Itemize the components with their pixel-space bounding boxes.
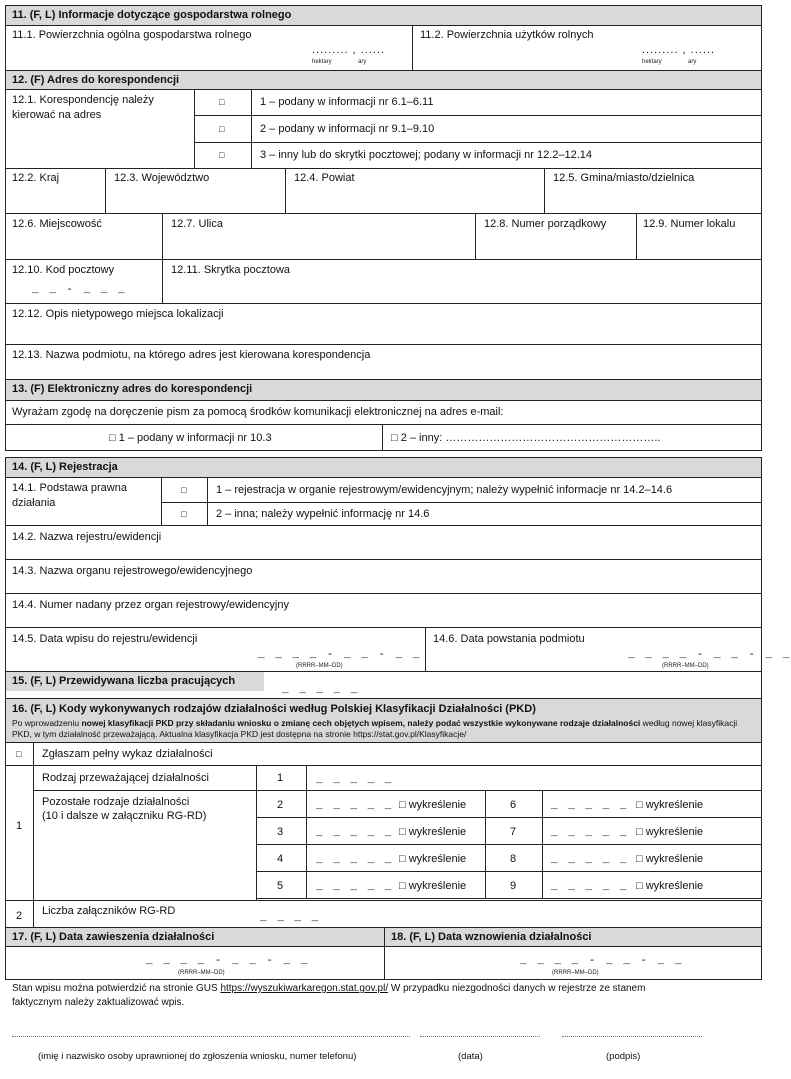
dots: ......... , ...... [312,44,386,56]
employees-mask: _ _ _ _ _ [282,684,360,696]
postal-mask: _ _ - _ _ _ [32,284,127,296]
signature-line-date[interactable] [420,1036,540,1037]
field-14-3[interactable]: 14.3. Nazwa organu rejestrowego/ewidencyjnego [5,559,762,594]
field-12-1-label: 12.1. Korespondencję należy kierować na adres [12,94,154,121]
dots: ......... , ...... [642,44,716,56]
field-11-2[interactable] [412,25,762,71]
full-list-checkbox[interactable]: □ [5,742,34,766]
code-number: 4 [256,844,307,872]
row-1-number: 1 [5,765,34,901]
option-14-2: 2 – inna; należy wypełnić informację nr 14.6 [207,502,762,526]
resumption-date-field[interactable]: _ _ _ _ - _ _ - _ _ (RRRR–MM–DD) [384,946,762,980]
gus-link[interactable]: https://wyszukiwarkaregon.stat.gov.pl/ [220,983,389,994]
section-18-header: 18. (F, L) Data wznowienia działalności [384,927,762,947]
delete-checkbox[interactable]: □ wykreślenie [399,799,467,811]
section-13-header: 13. (F) Elektroniczny adres do korespondencji [5,379,762,401]
checkbox-12-opt3[interactable]: □ [194,142,252,169]
field-gmina[interactable]: 12.5. Gmina/miasto/dzielnica [544,168,762,214]
code-field[interactable]: _ _ _ _ _ □ wykreślenie [306,871,486,899]
field-opis[interactable]: 12.12. Opis nietypowego miejsca lokalizacji [5,303,762,345]
field-14-1: 14.1. Podstawa prawna działania [5,477,162,526]
code-number: 2 [256,790,307,818]
email-option-2[interactable]: □ 2 – inny: ………………………………………………….. [382,424,762,451]
field-wojewodztwo[interactable]: 12.3. Województwo [105,168,286,214]
code-number: 7 [485,817,543,845]
unit-hectares: hektary [642,59,662,65]
section-11-header: 11. (F, L) Informacje dotyczące gospodarstwa rolnego [5,5,762,26]
section-15[interactable] [5,671,762,699]
section-14-header: 14. (F, L) Rejestracja [5,457,762,478]
date-mask: _ _ _ _ - _ _ - _ _ [258,649,422,661]
field-kraj[interactable]: 12.2. Kraj [5,168,106,214]
section-17-header: 17. (F, L) Data zawieszenia działalności [5,927,385,947]
code-number: 6 [485,790,543,818]
checkbox-12-opt1[interactable]: □ [194,89,252,116]
delete-checkbox[interactable]: □ wykreślenie [636,799,704,811]
field-nr-porzadkowy[interactable]: 12.8. Numer porządkowy [475,213,637,260]
email-option-1[interactable]: □ 1 – podany w informacji nr 10.3 [5,424,383,451]
signature-caption-sign: (podpis) [606,1051,641,1062]
delete-checkbox[interactable]: □ wykreślenie [399,826,467,838]
field-miejscowosc[interactable]: 12.6. Miejscowość [5,213,163,260]
field-kod-pocztowy[interactable]: 12.10. Kod pocztowy _ _ - _ _ _ [5,259,163,304]
field-powiat[interactable]: 12.4. Powiat [285,168,545,214]
unit-ares: ary [688,59,697,65]
main-activity-label: Rodzaj przeważającej działalności [33,765,257,791]
signature-line-name[interactable] [12,1036,410,1037]
delete-checkbox[interactable]: □ wykreślenie [399,853,467,865]
field-nr-lokalu[interactable]: 12.9. Numer lokalu [636,213,762,260]
section-16-header: 16. (F, L) Kody wykonywanych rodzajów działalności według Polskiej Klasyfikacji Działalności (PKD) Po wprowadzeniu nowej klasyfikacji PKD przy składaniu wniosku o zmianę cech objętych wpisem, należy podać wszystkie wykonywane rodzaje działalności według nowej klasyfikacji PKD, w tym działalność przeważającą. Aktualna klasyfikacja PKD jest dostępna na stronie https://stat.gov.pl/Klasyfikacje/ [5,698,762,743]
field-skrytka[interactable]: 12.11. Skrytka pocztowa [162,259,762,304]
code-number: 8 [485,844,543,872]
signature-caption-name: (imię i nazwisko osoby uprawnionej do zgłoszenia wniosku, numer telefonu) [38,1051,357,1062]
field-11-2-label: 11.2. Powierzchnia użytków rolnych [420,29,594,41]
field-nazwa-podmiotu[interactable]: 12.13. Nazwa podmiotu, na którego adres jest kierowana korespondencja [5,344,762,380]
suspension-date-field[interactable]: _ _ _ _ - _ _ - _ _ (RRRR–MM–DD) [5,946,385,980]
attachments-field[interactable]: Liczba załączników RG-RD _ _ _ _ [33,900,762,928]
delete-checkbox[interactable]: □ wykreślenie [636,853,704,865]
code-field[interactable]: _ _ _ _ _ □ wykreślenie [542,844,762,872]
field-12-1 [5,89,195,169]
code-field[interactable]: _ _ _ _ _ □ wykreślenie [306,844,486,872]
option-12-2: 2 – podany w informacji nr 9.1–9.10 [251,115,762,143]
field-11-1-label: 11.1. Powierzchnia ogólna gospodarstwa rolnego [12,29,252,41]
code-field[interactable]: _ _ _ _ _ □ wykreślenie [542,790,762,818]
date-format: (RRRR–MM–DD) [296,663,343,669]
row-2-number: 2 [5,900,34,928]
field-ulica[interactable]: 12.7. Ulica [162,213,476,260]
code-number: 5 [256,871,307,899]
code-number: 9 [485,871,543,899]
footer-info: Stan wpisu można potwierdzić na stronie GUS https://wyszukiwarkaregon.stat.gov.pl/ W przypadku niezgodności danych w rejestrze ze stanem [12,983,646,994]
checkbox-14-opt1[interactable]: □ [161,477,208,503]
other-activities-label: Pozostałe rodzaje działalności (10 i dalsze w załączniku RG-RD) [33,790,257,901]
full-list-label: Zgłaszam pełny wykaz działalności [33,742,762,766]
email-consent: Wyrażam zgodę na doręczenie pism za pomocą środków komunikacji elektronicznej na adres e-mail: [5,400,762,425]
field-14-2[interactable]: 14.2. Nazwa rejestru/ewidencji [5,525,762,560]
signature-caption-date: (data) [458,1051,483,1062]
field-14-5[interactable]: 14.5. Data wpisu do rejestru/ewidencji _ _ _ _ - _ _ - _ _ (RRRR–MM–DD) [5,627,426,672]
footer-info-2: faktycznym należy zaktualizować wpis. [12,997,185,1008]
signature-line-sign[interactable] [562,1036,702,1037]
section-15-header: 15. (F, L) Przewidywana liczba pracujących [6,672,264,691]
option-12-3: 3 – inny lub do skrytki pocztowej; podany w informacji nr 12.2–12.14 [251,142,762,169]
code-number: 3 [256,817,307,845]
date-format: (RRRR–MM–DD) [662,663,709,669]
code-field[interactable]: _ _ _ _ _ □ wykreślenie [542,817,762,845]
field-11-1[interactable] [5,25,413,71]
code-field[interactable]: _ _ _ _ _ □ wykreślenie [306,817,486,845]
attachments-mask: _ _ _ _ [260,912,321,924]
section-12-header: 12. (F) Adres do korespondencji [5,70,762,90]
code-1-number: 1 [256,765,307,791]
field-14-4[interactable]: 14.4. Numer nadany przez organ rejestrowy/ewidencyjny [5,593,762,628]
delete-checkbox[interactable]: □ wykreślenie [636,826,704,838]
checkbox-14-opt2[interactable]: □ [161,502,208,526]
date-mask: _ _ _ _ - _ _ - _ _ [628,649,791,661]
field-14-6[interactable]: 14.6. Data powstania podmiotu _ _ _ _ - _ _ - _ _ (RRRR–MM–DD) [425,627,762,672]
option-14-1: 1 – rejestracja w organie rejestrowym/ewidencyjnym; należy wypełnić informacje nr 14.2–14.6 [207,477,762,503]
option-12-1: 1 – podany w informacji nr 6.1–6.11 [251,89,762,116]
checkbox-12-opt2[interactable]: □ [194,115,252,143]
unit-hectares: hektary [312,59,332,65]
code-field[interactable]: _ _ _ _ _ □ wykreślenie [542,871,762,899]
code-1-field[interactable]: _ _ _ _ _ [306,765,762,791]
delete-checkbox[interactable]: □ wykreślenie [399,880,467,892]
delete-checkbox[interactable]: □ wykreślenie [636,880,704,892]
unit-ares: ary [358,59,367,65]
code-field[interactable]: _ _ _ _ _ □ wykreślenie [306,790,486,818]
